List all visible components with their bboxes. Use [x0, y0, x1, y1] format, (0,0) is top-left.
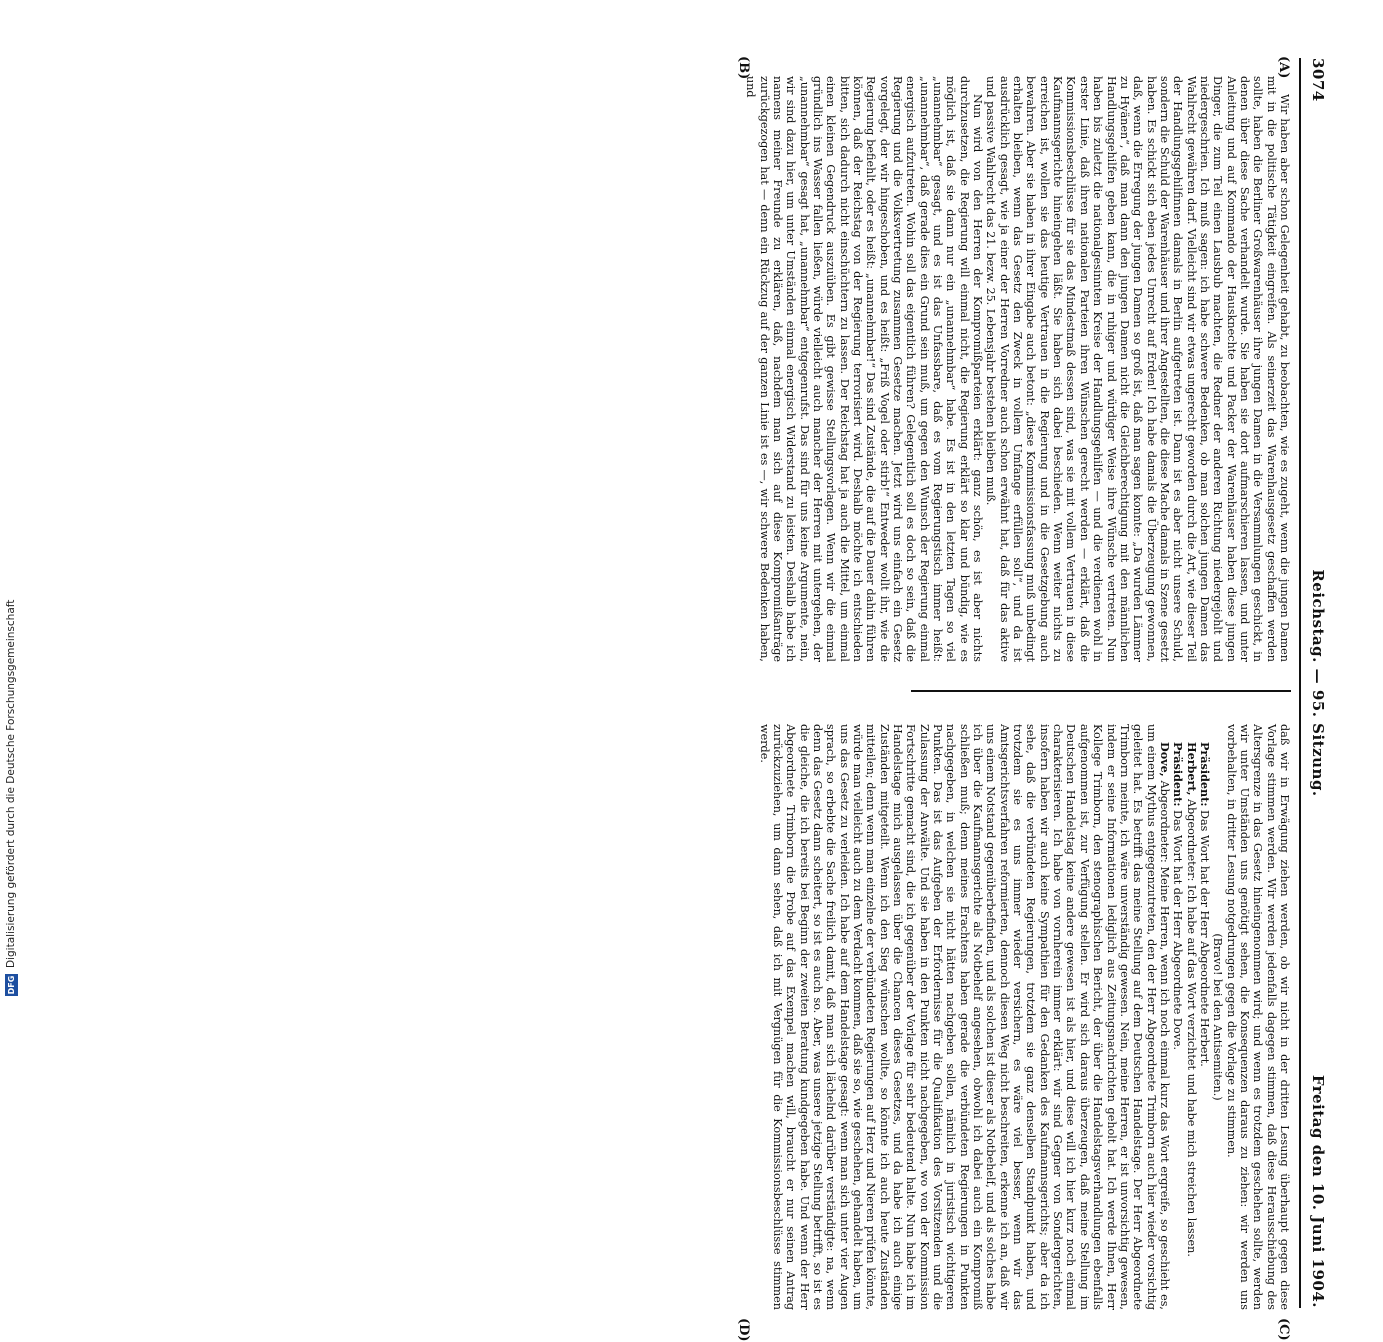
applause-note: (Bravo! bei den Antisemiten.): [1211, 933, 1225, 1101]
page-number: 3074: [1309, 58, 1327, 102]
speech-paragraph: [1171, 724, 1184, 1310]
funding-note: Digitalisierung gefördert durch die Deutsche Forschungsgemeinschaft: [5, 599, 17, 968]
speaker-label: Herbert,: [1184, 742, 1199, 796]
margin-letter-c: (C): [1276, 1318, 1291, 1341]
session-date: Freitag den 10. Juni 1904.: [1309, 1074, 1327, 1308]
speech-paragraph: [1184, 724, 1197, 1310]
speech-text: Abgeordneter: Ich habe auf das Wort verzichtet und habe mich streichen lassen.: [1184, 799, 1198, 1257]
speaker-label: Präsident:: [1197, 742, 1212, 807]
speech-text: Das Wort hat der Herr Abgeordnete Dove.: [1171, 810, 1185, 1051]
funding-footer: [2, 0, 24, 1000]
paragraph: Wir haben aber schon Gelegenheit gehabt, zu beobachten, wie es zugeht, wenn die jungen Damen mit in die politische Tätigkeit eingreifen. Als seinerzeit das Warenhausgesetz geschaffen werden sollte, haben die Berliner Großwarenhäuser ihre jungen Damen in die Versammlungen geschickt, in denen über diese Sache verhandelt wurde. Sie haben sie dort aufmarschieren lassen, und unter Anleitung und auf Kommando der Hausknechte und Packer der Warenhäuser haben diese jungen Dinger, die zum Teil einen Lausbub machten, die Redner der anderen Richtung niedergejohlt und niedergeschrien. Ich muß sagen: ich habe schwere Bedenken, ob man solchen jungen Damen das Wahlrecht gewähren darf. Vielleicht sind wir etwas ungerecht geworden durch die Art, wie dieser Teil der Handlungsgehilfinnen damals in Berlin aufgetreten ist. Dann ist es aber nicht unsere Schuld, sondern die Schuld der Warenhäuser und ihrer Angestellten, die diese Mache damals in Szene gesetzt haben. Es schickt sich eben jedes Unrecht auf Erden! Ich habe damals die Überzeugung gewonnen, daß, wenn die Erregung der jungen Damen so groß ist, daß man sagen konnte: „Da wurden Lämmer zu Hyänen“, daß man dann den jungen Damen nicht die Gleichberechtigung mit den männlichen Handlungsgehilfen geben kann, die in ruhiger und würdiger Weise ihre Wünsche vertreten. Nun haben bis zuletzt die nationalgesinnten Kreise der Handlungsgehilfen — und die verdienen wohl in erster Linie, daß ihren nationalen Parteien ihren Wünschen gerecht werden — erklärt, daß die Kommissionsbeschlüsse für sie das Mindestmaß dessen sind, was sie mit vollem Vertrauen in diese Kaufmannsgerichte hineingehen läßt. Sie haben sich dabei beschieden. Wenn weiter nichts zu erreichen ist, wollen sie das heutige Vertrauen in die Regierung und in die Gesetzgebung auch bewahren. Aber sie haben in ihrer Eingabe auch betont: „diese Kommissionsfassung muß unbedingt erhalten bleiben, wenn das Gesetz den Zweck in vollem Umfange erfüllen soll“, und da ist ausdrücklich gesagt, wie ja einer der Herren Vorredner auch schon erwähnt hat, daß für das aktive und passive Wahlrecht das 21. bezw. 25. Lebensjahr bestehen bleiben muß.: [984, 76, 1291, 662]
speaker-label: Dove,: [1157, 742, 1172, 777]
page-header: [1301, 58, 1327, 1308]
speaker-label: Präsident:: [1171, 742, 1186, 807]
margin-letter-a: (A): [1276, 56, 1291, 79]
dfg-logo: DFG: [7, 975, 16, 995]
speech-paragraph: [1198, 724, 1211, 1310]
session-title: Reichstag. — 95. Sitzung.: [1309, 569, 1327, 797]
speech-text: Das Wort hat der Herr Abgeordnete Herbert.: [1197, 810, 1211, 1067]
margin-letter-b: (B): [736, 56, 751, 80]
column-divider: [911, 690, 1291, 692]
left-column: [744, 76, 1291, 662]
header-rule: [1299, 58, 1301, 1308]
paragraph: daß wir in Erwägung ziehen werden, ob wir nicht in der dritten Lesung überhaupt gegen diese Vorlage stimmen werden. Wir werden jedenfalls dagegen stimmen, daß diese Herausschiebung des Altersgrenze in das Gesetz hineingenommen wird; und wenn es trotzdem geschehen sollte, werden wir unter Umständen uns genötigt sehen, die Konsequenzen daraus zu ziehen: wir werden uns vorbehalten, in dritter Lesung notgedrungen gegen die Vorlage zu stimmen.: [1224, 724, 1291, 1310]
paragraph: Nun wird von den Herren der Kompromißparteien erklärt: ganz schön, es ist aber nichts durchzusetzen, die Regierung will einmal nicht, die Regierung erklärt so klar und bündig, wie es möglich ist, daß sie dann nur ein „unannehmbar“ habe. Es ist in den letzten Tagen so viel „unannehmbar“ gesagt, und es ist das Unfassbare, daß es vom Regierungstisch immer heißt: „unannehmbar“, daß gerade dies ein Grund sein muß, um gegen den Wunsch der Regierung einmal energisch aufzutreten. Wohin soll das eigentlich führen? Gelegentlich soll es doch so sein, daß die Regierung und die Volksvertretung zusammen Gesetze machen. Jetzt wird uns einfach ein Gesetz vorgelegt, der wir hingeschoben, und es heißt: „Friß Vogel oder stirb!“ Entweder wollt ihr, wie die Regierung befiehlt, oder es heißt: „unannehmbar!“ Das sind Zustände, die auf die Dauer dahin führen können, daß der Reichstag von der Regierung terrorisiert wird. Deshalb möchte ich entschieden bitten, sich dadurch nicht einschüchtern zu lassen. Der Reichstag hat ja auch die Mittel, um einmal einen kleinen Gegendruck auszuüben. Es gibt gewisse Stellungsvorlagen. Wenn wir die einmal gründlich ins Wasser fallen ließen, würde vielleicht auch mancher der Herren mit untergehen, der „unannehmbar“ gesagt hat, „unannehmbar“ entgegenrufst. Das sind für uns keine Argumente, nein, wir sind dazu hier, um unter Umständen einmal energisch Widerstand zu leisten. Deshalb habe ich namens meiner Freunde zu erklären, daß, nachdem man sich auf diese Kompromißanträge zurückgezogen hat — denn ein Rückzug auf der ganzen Linie ist es —, wir schwere Bedenken haben, und: [744, 76, 985, 662]
speech-text: Abgeordneter: Meine Herren, wenn ich noch einmal kurz das Wort ergreife, so geschieht es, um einem Mythus entgegenzutreten, den der Herr Abgeordnete Trimborn auch hier wieder vorsichtig geleitet hat. Es betrifft das meine Stellung auf dem Deutschen Handelstage. Der Herr Abgeordnete Trimborn meinte, ich wäre unverständig gewesen. Nein, meine Herren, er ist unvorsichtig gewesen, indem er seine Informationen lediglich aus Zeitungsnachrichten geholt hat. Ich werde Ihnen, Herr Kollege Trimborn, den stenographischen Bericht, der über die Handelstagsverhandlungen ebenfalls aufgenommen ist, zur Verfügung stellen. Er wird sich daraus überzeugen, daß meine Stellung im Deutschen Handelstag keine andere gewesen ist als hier, und diese will ich hier kurz noch einmal charakterisieren. Ich habe von vornherein immer erklärt: wir sind Gegner von Sondergerichten, insofern haben wir auch keine Sympathien für den Gedanken des Kaufmannsgerichts; aber da ich sehe, daß die verbündeten Regierungen, trotzdem sie ganz denselben Standpunkt haben, und trotzdem sie es uns immer wieder versichern, es wäre viel besser, wenn wir das Amtsgerichtsverfahren reformierten, dennoch diesen Weg nicht beschreiten, erkenne ich an, daß wir uns einem Notstand gegenüberbefinden, und als solchen ist dieser als Notbehelf, und als solches habe ich über die Kaufmannsgerichte als Notbehelf angesehen, obwohl ich dabei auch ein Kompromiß schließen muß; denn meines Erachtens haben gerade die verbündeten Regierungen in Punkten nachgegeben, in welchen sie nicht hätten nachgeben sollen, nämlich in juristisch wichtigeren Punkten. Das ist das Aufgeben der Erfordernisse für die Qualifikation des Vorsitzenden und die Zulassung der Anwälte. Und sie haben in den Punkten nicht nachgegeben, wo von der Kommission Fortschritte gemacht sind, die ich gegenüber der Vorlage für sehr bedeutend halte. Nun habe ich im Handelstage mich ausgelassen über die Chancen dieses Gesetzes, und da habe ich auch einige Zuständen mitgeteilt. Wenn ich den Sieg wünschen wollte, so könnte ich auch heute Zuständen mitteilen; denn wenn man einzelne der verbündeten Regierungen auf Herz und Nieren prüfen könnte, würde man vielleicht auch zu dem Verdacht kommen, daß sie so, wie geschehen, gehandelt haben, um uns das Gesetz zu verleiden. Ich habe auf dem Handelstage gesagt: wenn man sich unter vier Augen sprach, so erbebte die Sache freilich damit, daß man sich lächelnd darüber verständigte: na, wenn denn das Gesetz dann scheitert, so ist es auch so. Aber, was unsere jetzige Stellung betrifft, so ist es die gleiche, die ich bereits bei Beginn der zweiten Beratung kundgegeben habe. Und wenn der Herr Abgeordnete Trimborn die Probe auf das Exempel machen will, braucht er nur seinen Antrag zurückzuziehen, um dann sehen, daß ich mit Vergnügen für die Kommissionsbeschlüsse stimmen werde.: [757, 724, 1171, 1310]
margin-letter-d: (D): [736, 1318, 751, 1342]
speech-paragraph: [757, 724, 1171, 1310]
right-column: [757, 724, 1291, 1310]
